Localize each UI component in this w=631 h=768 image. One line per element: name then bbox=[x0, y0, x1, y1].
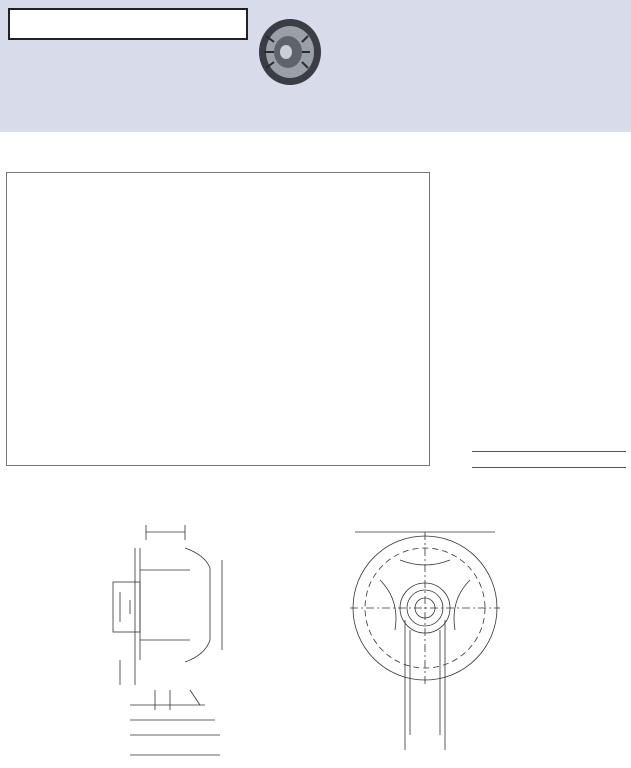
product-title bbox=[8, 8, 248, 40]
characteristic-chart bbox=[7, 173, 429, 465]
characteristic-chart-frame bbox=[6, 172, 430, 466]
art-no-1 bbox=[10, 46, 60, 79]
pressure-formula bbox=[472, 451, 626, 468]
fan-photo bbox=[252, 16, 322, 88]
art-no-2 bbox=[10, 88, 60, 121]
product-header bbox=[0, 0, 631, 132]
technical-drawing bbox=[0, 510, 631, 768]
side-view bbox=[113, 525, 222, 755]
front-view bbox=[350, 532, 500, 750]
